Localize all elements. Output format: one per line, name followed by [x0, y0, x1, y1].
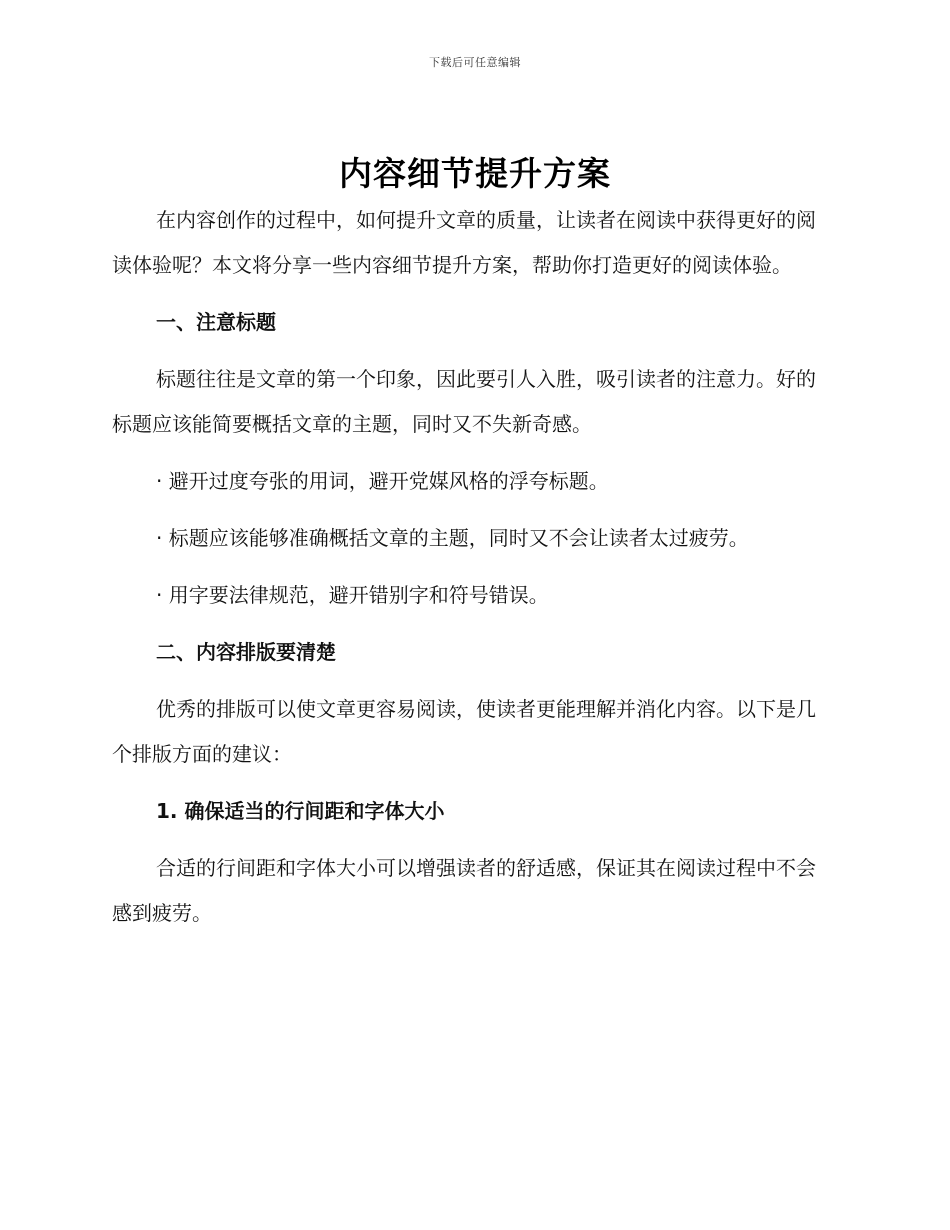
- spacer: [112, 345, 832, 357]
- bullet-item: · 避开过度夸张的用词，避开党媒风格的浮夸标题。: [156, 469, 609, 493]
- spacer: [112, 447, 832, 459]
- section-heading-1: 一、注意标题: [156, 310, 276, 334]
- bullet-item: · 用字要法律规范，避开错别字和符号错误。: [156, 583, 549, 607]
- header-note: 下载后可任意编辑: [429, 56, 521, 69]
- document-title: 内容细节提升方案: [339, 154, 611, 193]
- spacer: [112, 618, 832, 630]
- section-heading-2: 二、内容排版要清楚: [156, 640, 336, 664]
- section-2-paragraph: 优秀的排版可以使文章更容易阅读，使读者更能理解并消化内容。以下是几个排版方面的建议：: [112, 697, 816, 766]
- subsection-heading: 1. 确保适当的行间距和字体大小: [156, 799, 445, 823]
- spacer: [112, 561, 832, 573]
- spacer: [112, 288, 832, 300]
- section-1-paragraph: 标题往往是文章的第一个印象，因此要引人入胜，吸引读者的注意力。好的标题应该能简要概括文章的主题，同时又不失新奇感。: [112, 367, 816, 436]
- subsection-paragraph: 合适的行间距和字体大小可以增强读者的舒适感，保证其在阅读过程中不会感到疲劳。: [112, 856, 816, 925]
- spacer: [112, 675, 832, 687]
- spacer: [112, 777, 832, 789]
- spacer: [112, 504, 832, 516]
- bullet-item: · 标题应该能够准确概括文章的主题，同时又不会让读者太过疲劳。: [156, 526, 749, 550]
- intro-paragraph: 在内容创作的过程中，如何提升文章的质量，让读者在阅读中获得更好的阅读体验呢？本文将分享一些内容细节提升方案，帮助你打造更好的阅读体验。: [112, 208, 816, 277]
- spacer: [112, 834, 832, 846]
- document-body: [112, 198, 832, 936]
